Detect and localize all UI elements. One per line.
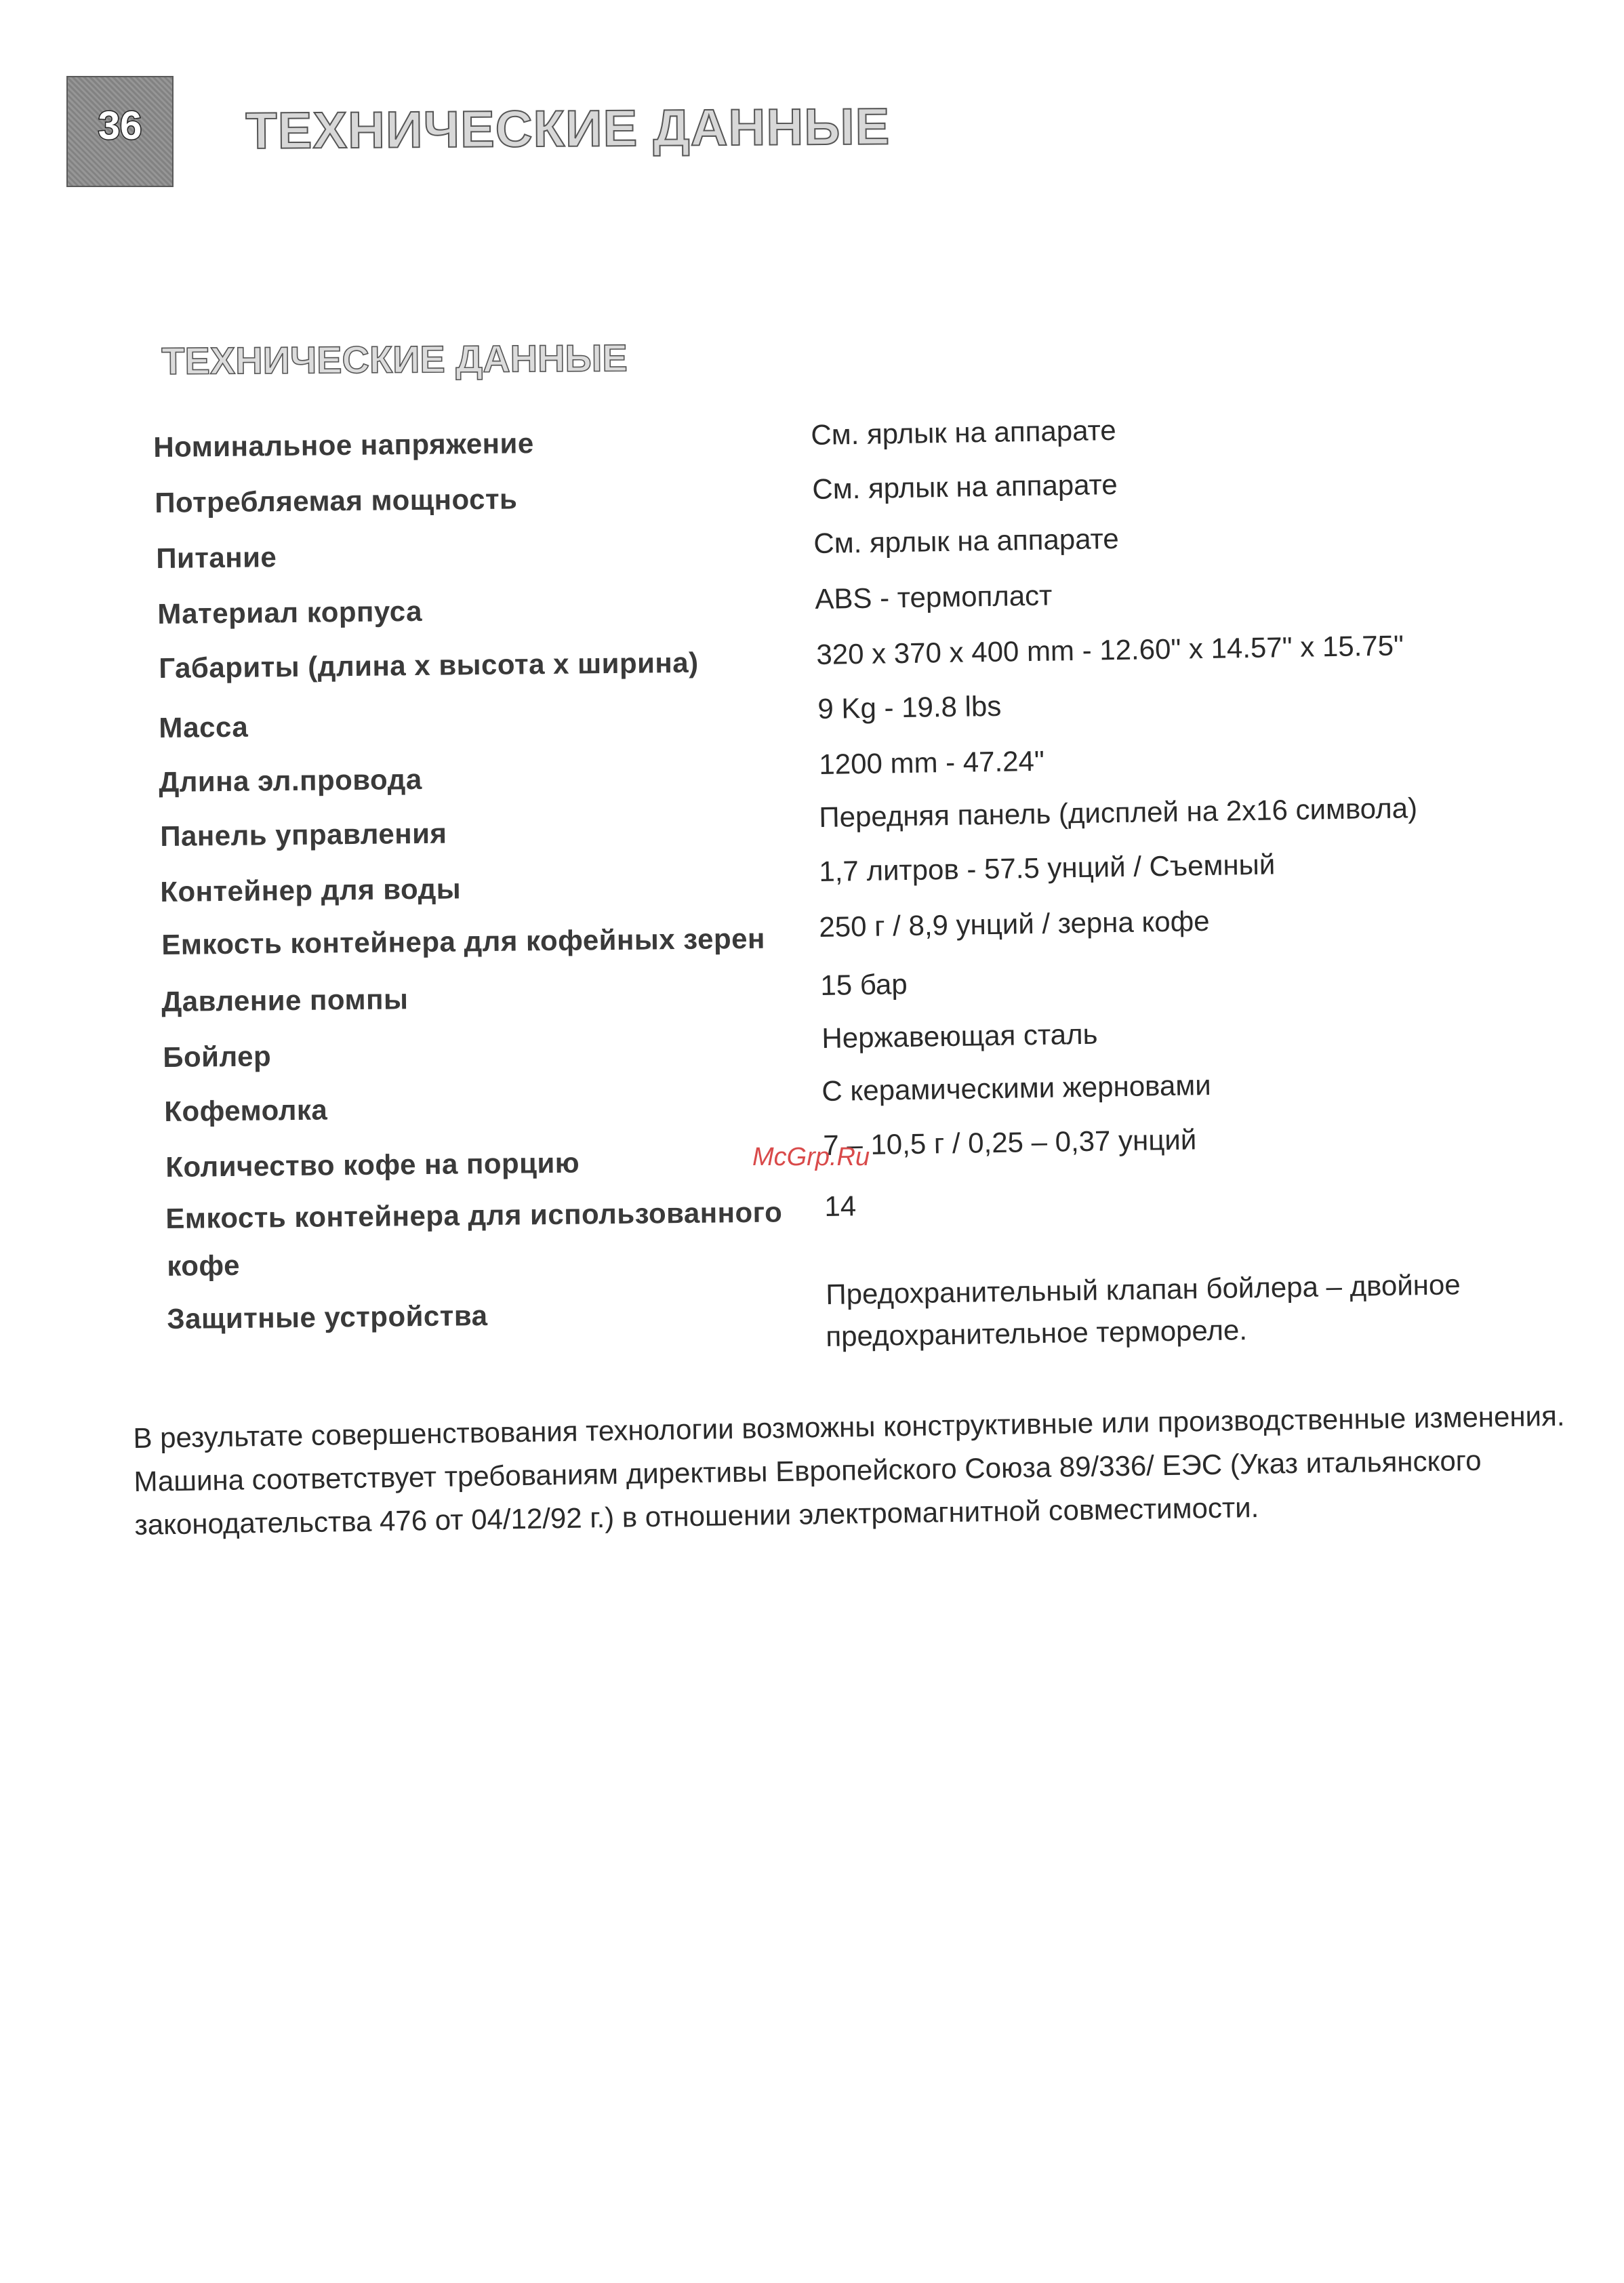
spec-label-supply: Питание <box>156 541 277 574</box>
page-number: 36 <box>98 104 142 148</box>
spec-value-rated-voltage: См. ярлык на аппарате <box>811 413 1117 451</box>
spec-label-safety-devices: Защитные устройства <box>167 1299 488 1335</box>
spec-value-cord-length: 1200 mm - 47.24" <box>819 744 1045 780</box>
spec-value-safety-devices: Предохранительный клапан бойлера – двойное <box>826 1268 1461 1310</box>
spec-value-pump-pressure: 15 бар <box>820 967 908 1001</box>
spec-label-power: Потребляемая мощность <box>155 483 518 519</box>
page-header-title: ТЕХНИЧЕСКИЕ ДАННЫЕ <box>245 98 891 160</box>
footnote-line: законодательства 476 от 04/12/92 г.) в отношении электромагнитной совместимости. <box>134 1491 1259 1541</box>
spec-value-coffee-per-serving: 7 – 10,5 г / 0,25 – 0,37 унций <box>823 1123 1197 1161</box>
footnote-block <box>133 1394 1572 1547</box>
spec-label-body-material: Материал корпуса <box>157 594 423 630</box>
spec-label-grounds-container: Емкость контейнера для использованного <box>165 1196 783 1234</box>
spec-label-grinder: Кофемолка <box>164 1093 328 1127</box>
spec-value-boiler: Нержавеющая сталь <box>821 1017 1098 1054</box>
spec-label-control-panel: Панель управления <box>160 817 447 852</box>
spec-value-control-panel: Передняя панель (дисплей на 2x16 символа) <box>819 792 1418 833</box>
spec-label-water-tank: Контейнер для воды <box>160 872 462 908</box>
footnote-line: В результате совершенствования технологии возможны конструктивные или производственные изменения. <box>133 1399 1565 1454</box>
spec-value-body-material: ABS - термопласт <box>815 579 1053 615</box>
spec-value-weight: 9 Kg - 19.8 lbs <box>817 689 1002 725</box>
spec-label-boiler: Бойлер <box>163 1040 272 1073</box>
spec-label-grounds-container-line2: кофе <box>167 1249 241 1282</box>
spec-label-coffee-per-serving: Количество кофе на порцию <box>165 1146 580 1183</box>
spec-value-bean-container: 250 г / 8,9 унций / зерна кофе <box>819 904 1210 943</box>
spec-value-power: См. ярлык на аппарате <box>812 468 1118 505</box>
spec-value-grinder: С керамическими жерновами <box>821 1068 1211 1107</box>
spec-value-safety-devices-line2: предохранительное термореле. <box>826 1314 1248 1352</box>
watermark-logo: McGrp.Ru <box>752 1143 870 1171</box>
spec-value-dimensions: 320 x 370 x 400 mm - 12.60" x 14.57" x 15.75" <box>816 629 1404 670</box>
spec-label-cord-length: Длина эл.провода <box>159 763 422 798</box>
spec-label-pump-pressure: Давление помпы <box>161 983 409 1017</box>
spec-label-dimensions: Габариты (длина х высота х ширина) <box>159 646 699 684</box>
spec-label-weight: Масса <box>159 710 249 744</box>
spec-value-grounds-container: 14 <box>824 1190 857 1222</box>
section-title: ТЕХНИЧЕСКИЕ ДАННЫЕ <box>161 336 628 382</box>
spec-value-supply: См. ярлык на аппарате <box>813 522 1120 559</box>
spec-label-rated-voltage: Номинальное напряжение <box>153 427 534 463</box>
footnote-line: Машина соответствует требованиям директивы Европейского Союза 89/336/ ЕЭС (Указ итальянского <box>134 1444 1482 1497</box>
spec-label-bean-container: Емкость контейнера для кофейных зерен <box>161 922 766 961</box>
spec-value-water-tank: 1,7 литров - 57.5 унций / Съемный <box>819 848 1276 887</box>
